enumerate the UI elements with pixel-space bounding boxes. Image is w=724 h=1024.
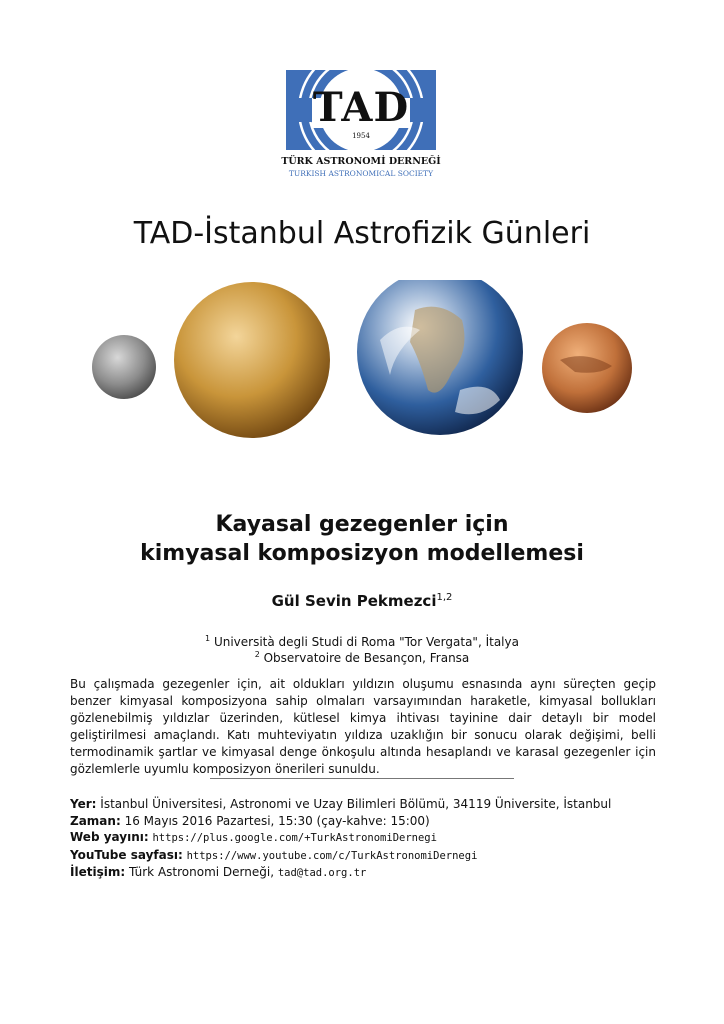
venue-value: İstanbul Üniversitesi, Astronomi ve Uzay Bilimleri Bölümü, 34119 Üniversite, İstanbul [100,797,612,811]
author [0,592,724,610]
web-row [70,829,670,847]
contact-email[interactable]: tad@tad.org.tr [277,867,367,879]
logo-year: 1954 [352,132,370,140]
author-name: Gül Sevin Pekmezci [271,592,437,610]
affiliation-1-text: Università degli Studi di Roma "Tor Vergata", İtalya [213,635,519,649]
youtube-label: YouTube sayfası: [70,847,183,862]
earth-icon [357,280,523,435]
logo-name-tr: TÜRK ASTRONOMİ DERNEĞİ [281,156,441,167]
time-row [70,813,670,830]
abstract: Bu çalışmada gezegenler için, ait oldukları yıldızın oluşumu esnasında aynı süreçten geçip benzer kimyasal komposizyona sahip olmaları varsayımından haraketle, kimyasal bollukları gözlenebilmiş yıldızlar üzerinden, kütlesel kimya ihtivası tayinine dair detaylı bir model geliştirilmesi amaçlandı. Katı muhteviyatın yıldıza uzaklığın bir sonucu olarak değişimi, belli termodinamik şartlar ve kimyasal denge önkoşulu altında hesaplandı ve karasal gezegenler için gözlemlerle uyumlu komposizyon önerileri sunuldu. [70,677,656,776]
affiliation-2-text: Observatoire de Besançon, Fransa [263,651,470,665]
affiliation-2-mark: 2 [254,650,260,659]
affiliation-2 [0,650,724,665]
planets-image [0,280,724,480]
time-label: Zaman: [70,813,121,828]
mars-icon [542,323,632,413]
time-value: 16 Mayıs 2016 Pazartesi, 15:30 (çay-kahve: 15:00) [124,813,430,828]
venus-icon [174,282,330,438]
talk-title-line2: kimyasal komposizyon modellemesi [140,541,584,566]
web-label: Web yayını: [70,830,149,844]
divider [210,778,514,779]
logo-name-en: TURKISH ASTRONOMICAL SOCIETY [288,169,434,178]
youtube-link[interactable]: https://www.youtube.com/c/TurkAstronomiDernegi [186,849,478,862]
contact-label: İletişim: [70,865,126,879]
venue-row [70,796,670,813]
author-affil-marks: 1,2 [436,592,453,603]
talk-title-line1: Kayasal gezegenler için [215,512,509,537]
youtube-row [70,847,670,865]
tad-logo [281,70,441,180]
affiliation-1-mark: 1 [205,634,211,643]
logo-box [286,70,436,150]
mercury-icon [92,335,156,399]
affiliation-1 [0,634,724,649]
talk-title [0,510,724,568]
contact-name: Türk Astronomi Derneği, [128,865,275,879]
contact-row [70,864,670,882]
logo-abbr: TAD [312,84,410,131]
event-title: TAD-İstanbul Astrofizik Günleri [133,216,591,251]
web-link[interactable]: https://plus.google.com/+TurkAstronomiDernegi [152,832,437,844]
venue-label: Yer: [70,797,97,811]
event-info [70,796,670,882]
